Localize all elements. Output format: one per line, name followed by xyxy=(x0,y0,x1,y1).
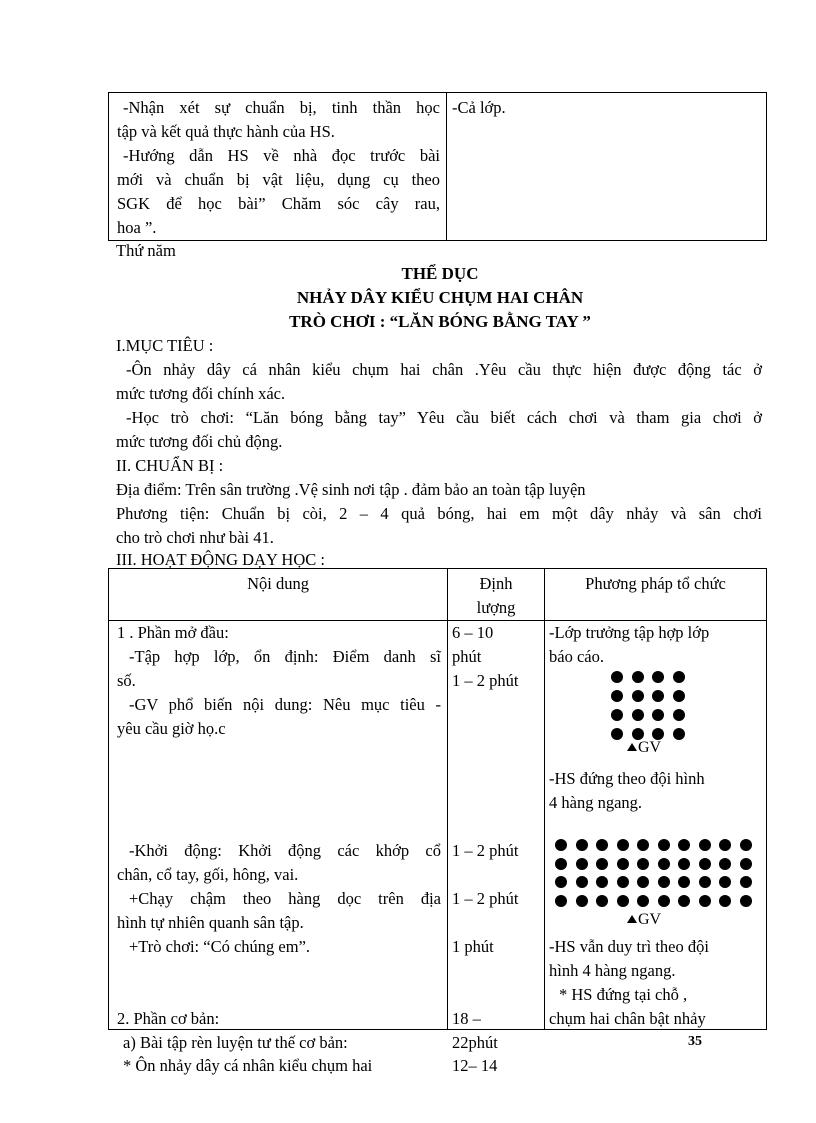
content-line-12: a) Bài tập rèn luyện tư thế cơ bản: xyxy=(123,1033,348,1052)
amount-cell xyxy=(448,621,545,1075)
student-dot xyxy=(617,876,629,888)
objective-line-4: mức tương đối chủ động. xyxy=(116,432,283,451)
top-table-right-cell xyxy=(447,93,767,241)
objectives-heading: I.MỤC TIÊU : xyxy=(116,336,214,355)
student-dot xyxy=(611,690,623,702)
student-dot xyxy=(611,709,623,721)
page-number: 35 xyxy=(688,1034,702,1049)
student-dot xyxy=(576,839,588,851)
student-dot xyxy=(740,839,752,851)
student-dot xyxy=(576,895,588,907)
student-dot xyxy=(658,876,670,888)
student-dot xyxy=(637,876,649,888)
top-line-1: -Nhận xét sự chuẩn bị, tinh thần học xyxy=(123,98,440,117)
student-dot xyxy=(555,839,567,851)
student-dot xyxy=(719,839,731,851)
method-line-3: -HS đứng theo đội hình xyxy=(549,769,705,788)
content-line-9: hình tự nhiên quanh sân tập. xyxy=(117,913,304,932)
student-dot xyxy=(719,858,731,870)
method-line-6: hình 4 hàng ngang. xyxy=(549,961,676,980)
formation-2-teacher: GV xyxy=(627,911,661,929)
student-dot xyxy=(611,671,623,683)
student-dot xyxy=(652,671,664,683)
student-dot xyxy=(617,895,629,907)
method-line-8: chụm hai chân bật nhảy xyxy=(549,1009,706,1028)
student-dot xyxy=(637,858,649,870)
student-dot xyxy=(699,839,711,851)
header-method: Phương pháp tổ chức xyxy=(545,569,767,621)
objectives-body xyxy=(116,358,762,454)
content-line-1: 1 . Phần mở đầu: xyxy=(117,623,229,642)
student-dot xyxy=(555,895,567,907)
student-dot xyxy=(673,728,685,740)
preparation-line-1: Địa điểm: Trên sân trường .Vệ sinh nơi tập . đảm bảo an toàn tập luyện xyxy=(116,480,586,499)
student-dot xyxy=(596,839,608,851)
student-dot xyxy=(658,895,670,907)
student-dot xyxy=(699,895,711,907)
amount-line-3: 1 – 2 phút xyxy=(452,671,519,690)
student-dot xyxy=(673,671,685,683)
student-dot xyxy=(632,671,644,683)
objective-line-1: -Ôn nhảy dây cá nhân kiểu chụm hai chân .Yêu cầu thực hiện được động tác ở xyxy=(126,360,762,379)
content-line-2: -Tập hợp lớp, ổn định: Điểm danh sĩ xyxy=(129,647,441,666)
activities-heading: III. HOẠT ĐỘNG DẠY HỌC : xyxy=(116,550,325,569)
game-title: TRÒ CHƠI : “LĂN BÓNG BẰNG TAY ” xyxy=(289,312,591,331)
top-line-3: -Hướng dẫn HS về nhà đọc trước bài xyxy=(123,146,440,165)
student-dot xyxy=(576,858,588,870)
content-line-4: -GV phổ biến nội dung: Nêu mục tiêu - xyxy=(129,695,441,714)
student-dot xyxy=(652,709,664,721)
method-line-7: * HS đứng tại chỗ , xyxy=(559,985,688,1004)
amount-line-1: 6 – 10 xyxy=(452,623,494,642)
student-dot xyxy=(699,876,711,888)
content-line-8: +Chạy chậm theo hàng dọc trên địa xyxy=(129,889,441,908)
student-dot xyxy=(637,839,649,851)
student-dot xyxy=(678,895,690,907)
method-line-4: 4 hàng ngang. xyxy=(549,793,643,812)
amount-line-4: 1 – 2 phút xyxy=(452,841,519,860)
content-line-13: * Ôn nhảy dây cá nhân kiểu chụm hai xyxy=(123,1056,373,1075)
method-cell xyxy=(545,621,767,1030)
student-dot xyxy=(617,858,629,870)
objective-line-3: -Học trò chơi: “Lăn bóng bằng tay” Yêu cầu biết cách chơi và tham gia chơi ở xyxy=(126,408,762,427)
subject-title: THỂ DỤC xyxy=(401,264,479,283)
top-line-2: tập và kết quả thực hành của HS. xyxy=(117,122,335,141)
method-line-5: -HS vẫn duy trì theo đội xyxy=(549,937,709,956)
teacher-marker-icon xyxy=(627,915,637,923)
student-dot xyxy=(611,728,623,740)
header-amount: Định lượng xyxy=(448,569,545,621)
student-dot xyxy=(658,858,670,870)
formation-2-grid xyxy=(555,839,747,911)
amount-line-9: 12– 14 xyxy=(452,1056,498,1075)
student-dot xyxy=(576,876,588,888)
amount-line-6: 1 phút xyxy=(452,937,494,956)
preparation-heading: II. CHUẨN BỊ : xyxy=(116,456,224,475)
student-dot xyxy=(652,690,664,702)
top-line-4: mới và chuẩn bị vật liệu, dụng cụ theo xyxy=(117,170,440,189)
top-table xyxy=(108,92,767,241)
lesson-title: NHẢY DÂY KIỂU CHỤM HAI CHÂN xyxy=(296,288,584,307)
student-dot xyxy=(617,839,629,851)
amount-line-5: 1 – 2 phút xyxy=(452,889,519,908)
amount-line-7: 18 – xyxy=(452,1009,481,1028)
preparation-line-2: Phương tiện: Chuẩn bị còi, 2 – 4 quả bóng, hai em một dây nhảy và sân chơi xyxy=(116,504,762,523)
content-cell xyxy=(109,621,448,1075)
amount-line-8: 22phút xyxy=(452,1033,498,1052)
student-dot xyxy=(555,876,567,888)
student-dot xyxy=(596,858,608,870)
objective-line-2: mức tương đối chính xác. xyxy=(116,384,286,403)
student-dot xyxy=(658,839,670,851)
day-label: Thứ năm xyxy=(116,241,176,260)
preparation-body xyxy=(116,478,762,550)
student-dot xyxy=(637,895,649,907)
preparation-line-3: cho trò chơi như bài 41. xyxy=(116,528,274,547)
student-dot xyxy=(740,858,752,870)
student-dot xyxy=(678,839,690,851)
top-line-5: SGK để học bài” Chăm sóc cây rau, xyxy=(117,194,440,213)
amount-line-2: phút xyxy=(452,647,482,666)
student-dot xyxy=(596,876,608,888)
student-dot xyxy=(673,690,685,702)
content-line-7: chân, cổ tay, gối, hông, vai. xyxy=(117,865,299,884)
header-content: Nội dung xyxy=(109,569,448,621)
content-line-5: yêu cầu giờ họ.c xyxy=(117,719,226,738)
top-line-6: hoa ”. xyxy=(117,218,157,237)
student-dot xyxy=(678,858,690,870)
student-dot xyxy=(632,709,644,721)
student-dot xyxy=(596,895,608,907)
student-dot xyxy=(678,876,690,888)
content-line-3: số. xyxy=(117,671,136,690)
student-dot xyxy=(555,858,567,870)
content-line-6: -Khởi động: Khởi động các khớp cổ xyxy=(129,841,441,860)
teacher-marker-icon xyxy=(627,743,637,751)
top-right-text: -Cả lớp. xyxy=(452,98,506,117)
content-line-11: 2. Phần cơ bản: xyxy=(117,1009,220,1028)
student-dot xyxy=(673,709,685,721)
student-dot xyxy=(632,690,644,702)
student-dot xyxy=(719,895,731,907)
method-line-2: báo cáo. xyxy=(549,647,604,666)
content-line-10: +Trò chơi: “Có chúng em”. xyxy=(129,937,311,956)
student-dot xyxy=(740,895,752,907)
student-dot xyxy=(740,876,752,888)
formation-1-teacher: GV xyxy=(627,739,661,757)
method-line-1: -Lớp trưởng tập hợp lớp xyxy=(549,623,710,642)
top-table-left-cell xyxy=(109,93,447,241)
student-dot xyxy=(719,876,731,888)
student-dot xyxy=(699,858,711,870)
